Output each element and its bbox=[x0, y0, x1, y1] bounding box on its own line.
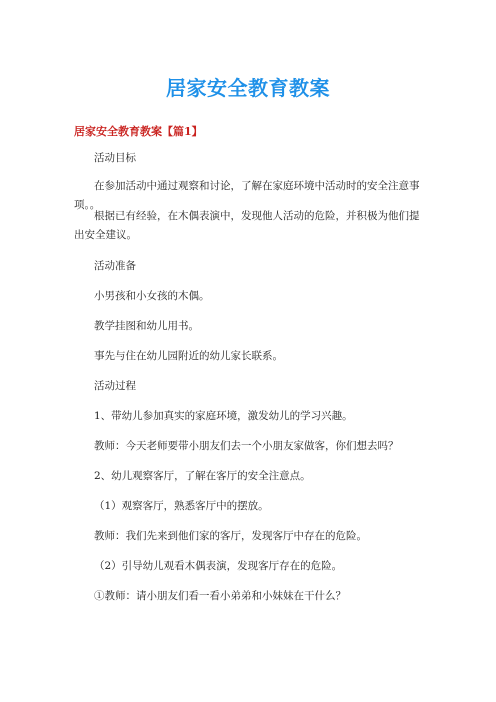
paragraph-process-1: 1、带幼儿参加真实的家庭环境，激发幼儿的学习兴趣。 bbox=[94, 410, 353, 422]
paragraph-preparation-heading: 活动准备 bbox=[94, 260, 136, 272]
paragraph-process-2: 教师：今天老师要带小朋友们去一个小朋友家做客，你们想去吗？ bbox=[94, 440, 399, 452]
paragraph-objective-2: 根据已有经验，在木偶表演中，发现他人活动的危险，并积极为他们提出安全建议。 bbox=[74, 210, 420, 241]
paragraph-process-4: （1）观察客厅，熟悉客厅中的摆放。 bbox=[94, 500, 269, 512]
paragraph-process-heading: 活动过程 bbox=[94, 380, 136, 392]
paragraph-preparation-2: 教学挂图和幼儿用书。 bbox=[94, 320, 199, 332]
paragraph-objective-1: 在参加活动中通过观察和讨论，了解在家庭环境中活动时的安全注意事项。。 bbox=[74, 180, 420, 211]
paragraph-process-7: ①教师：请小朋友们看一看小弟弟和小妹妹在干什么？ bbox=[94, 590, 346, 602]
paragraph-preparation-3: 事先与住在幼儿园附近的幼儿家长联系。 bbox=[94, 350, 283, 362]
paragraph-process-6: （2）引导幼儿观看木偶表演，发现客厅存在的危险。 bbox=[94, 560, 343, 572]
paragraph-preparation-1: 小男孩和小女孩的木偶。 bbox=[94, 290, 210, 302]
section-heading: 居家安全教育教案【篇1】 bbox=[74, 125, 203, 138]
paragraph-objectives-heading: 活动目标 bbox=[94, 152, 136, 164]
paragraph-process-3: 2、幼儿观察客厅，了解在客厅的安全注意点。 bbox=[94, 470, 311, 482]
document-title: 居家安全教育教案 bbox=[166, 76, 330, 100]
paragraph-process-5: 教师：我们先来到他们家的客厅，发现客厅中存在的危险。 bbox=[94, 530, 367, 542]
